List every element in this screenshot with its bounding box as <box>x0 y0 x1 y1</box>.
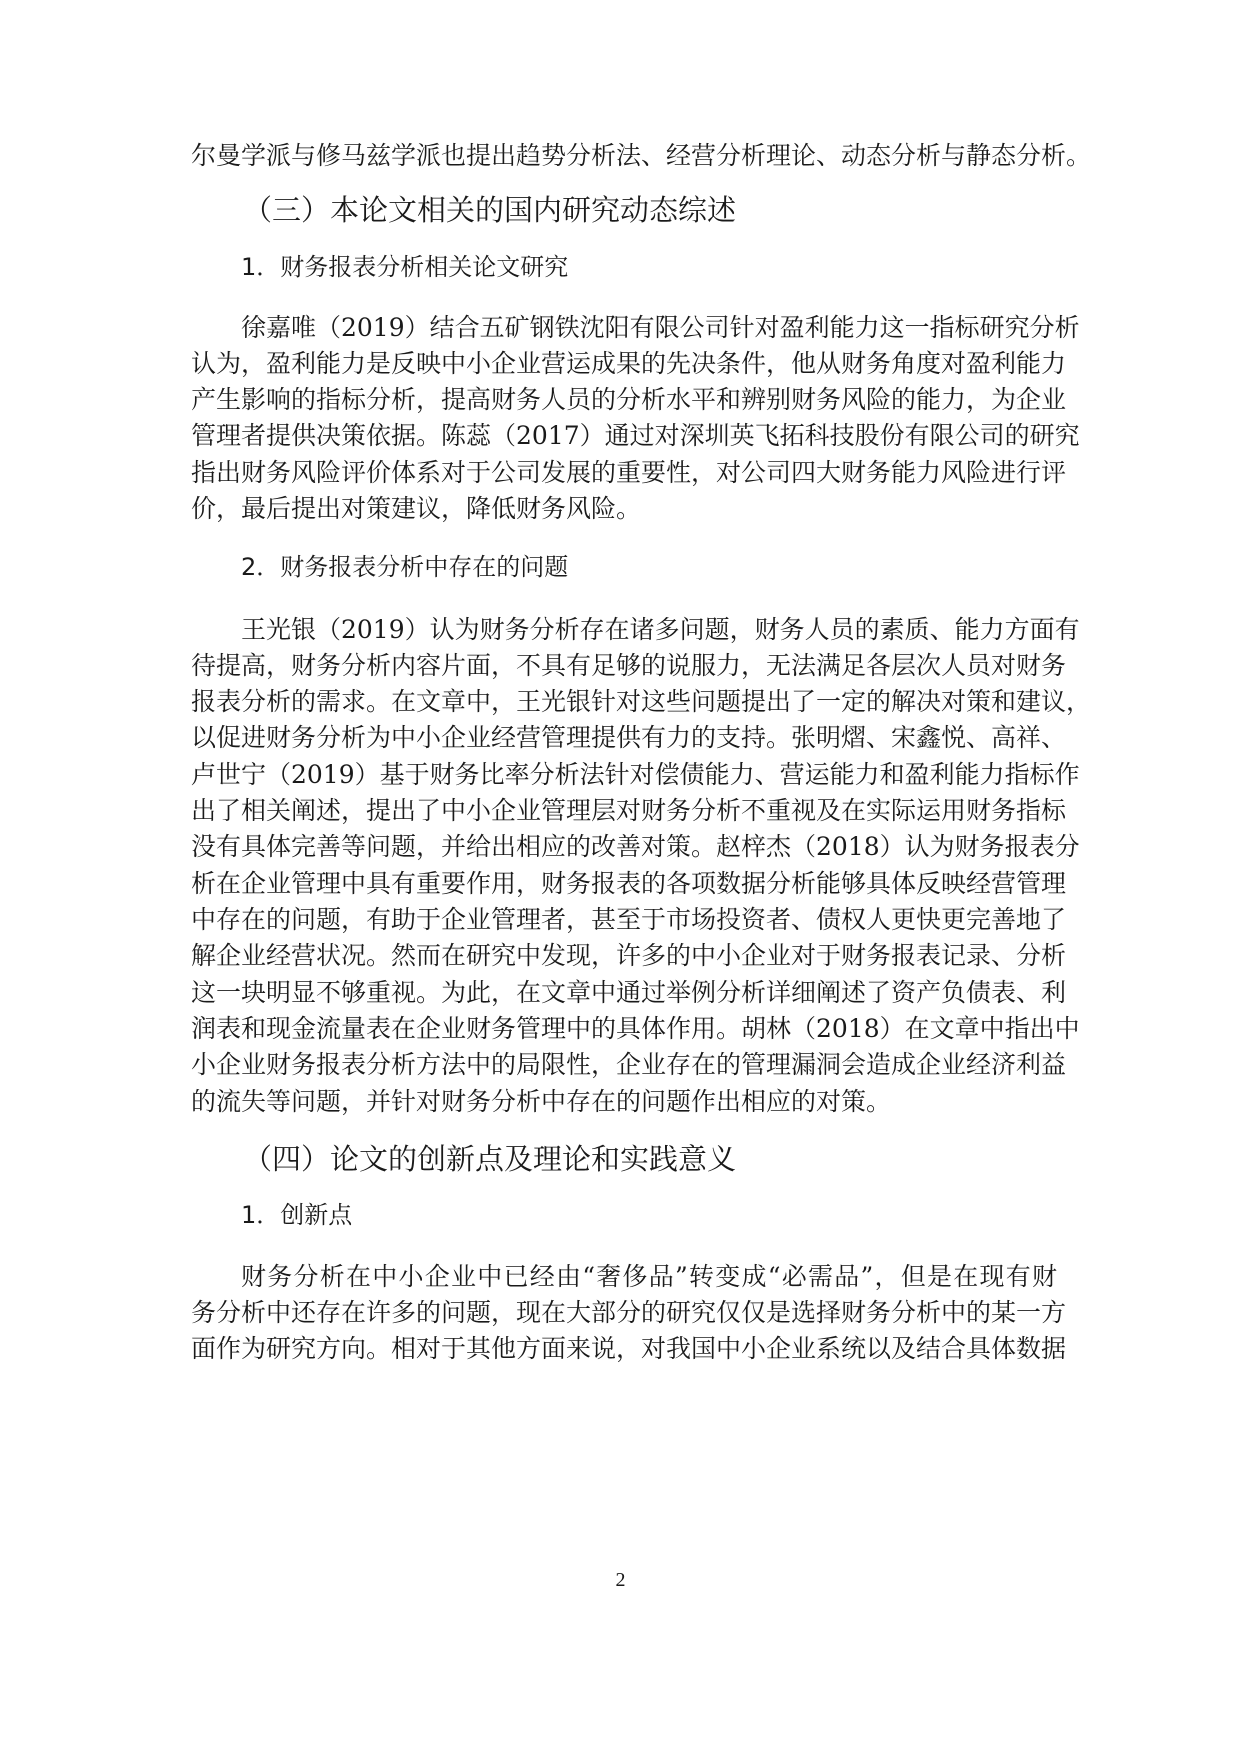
section-3-sub-1-heading: 1．财务报表分析相关论文研究 <box>241 253 569 281</box>
paragraph-line: 财务分析在中小企业中已经由“奢侈品”转变成“必需品”，但是在现有财 <box>241 1262 1057 1291</box>
paragraph-line: 指出财务风险评价体系对于公司发展的重要性，对公司四大财务能力风险进行评 <box>191 458 1067 487</box>
paragraph-line: 卢世宁（2019）基于财务比率分析法针对偿债能力、营运能力和盈利能力指标作 <box>191 760 1080 789</box>
continuation-line: 尔曼学派与修马兹学派也提出趋势分析法、经营分析理论、动态分析与静态分析。 <box>191 141 1092 170</box>
paragraph-line: 这一块明显不够重视。为此，在文章中通过举例分析详细阐述了资产负债表、利 <box>191 978 1067 1007</box>
paragraph-line: 出了相关阐述，提出了中小企业管理层对财务分析不重视及在实际运用财务指标 <box>191 796 1067 825</box>
paragraph-line: 面作为研究方向。相对于其他方面来说，对我国中小企业系统以及结合具体数据 <box>191 1334 1067 1363</box>
paragraph-line: 管理者提供决策依据。陈蕊（2017）通过对深圳英飞拓科技股份有限公司的研究 <box>191 421 1080 450</box>
paragraph-line: 中存在的问题，有助于企业管理者，甚至于市场投资者、债权人更快更完善地了 <box>191 905 1067 934</box>
paragraph-line: 徐嘉唯（2019）结合五矿钢铁沈阳有限公司针对盈利能力这一指标研究分析 <box>241 313 1080 342</box>
paragraph-line: 小企业财务报表分析方法中的局限性，企业存在的管理漏洞会造成企业经济利益 <box>191 1050 1067 1079</box>
paragraph-line: 以促进财务分析为中小企业经营管理提供有力的支持。张明熠、宋鑫悦、高祥、 <box>191 723 1067 752</box>
paragraph-line: 没有具体完善等问题，并给出相应的改善对策。赵梓杰（2018）认为财务报表分 <box>191 832 1080 861</box>
paragraph-line: 认为，盈利能力是反映中小企业营运成果的先决条件，他从财务角度对盈利能力 <box>191 349 1067 378</box>
section-3-sub-2-heading: 2．财务报表分析中存在的问题 <box>241 553 569 581</box>
paragraph-line: 解企业经营状况。然而在研究中发现，许多的中小企业对于财务报表记录、分析 <box>191 941 1067 970</box>
paragraph-line: 王光银（2019）认为财务分析存在诸多问题，财务人员的素质、能力方面有 <box>241 615 1080 644</box>
paragraph-line: 产生影响的指标分析，提高财务人员的分析水平和辨别财务风险的能力，为企业 <box>191 385 1067 414</box>
page-number: 2 <box>615 1569 626 1591</box>
section-4-heading: （四）论文的创新点及理论和实践意义 <box>243 1142 737 1176</box>
paragraph-line: 价，最后提出对策建议，降低财务风险。 <box>191 494 642 523</box>
paragraph-line: 待提高，财务分析内容片面，不具有足够的说服力，无法满足各层次人员对财务 <box>191 651 1067 680</box>
paragraph-line: 务分析中还存在许多的问题，现在大部分的研究仅仅是选择财务分析中的某一方 <box>191 1298 1067 1327</box>
section-3-heading: （三）本论文相关的国内研究动态综述 <box>243 193 737 227</box>
paragraph-line: 润表和现金流量表在企业财务管理中的具体作用。胡林（2018）在文章中指出中 <box>191 1014 1080 1043</box>
paragraph-line: 析在企业管理中具有重要作用，财务报表的各项数据分析能够具体反映经营管理 <box>191 869 1067 898</box>
paragraph-line: 的流失等问题，并针对财务分析中存在的问题作出相应的对策。 <box>191 1087 892 1116</box>
section-4-sub-1-heading: 1．创新点 <box>241 1201 353 1229</box>
paragraph-line: 报表分析的需求。在文章中，王光银针对这些问题提出了一定的解决对策和建议， <box>191 687 1092 716</box>
